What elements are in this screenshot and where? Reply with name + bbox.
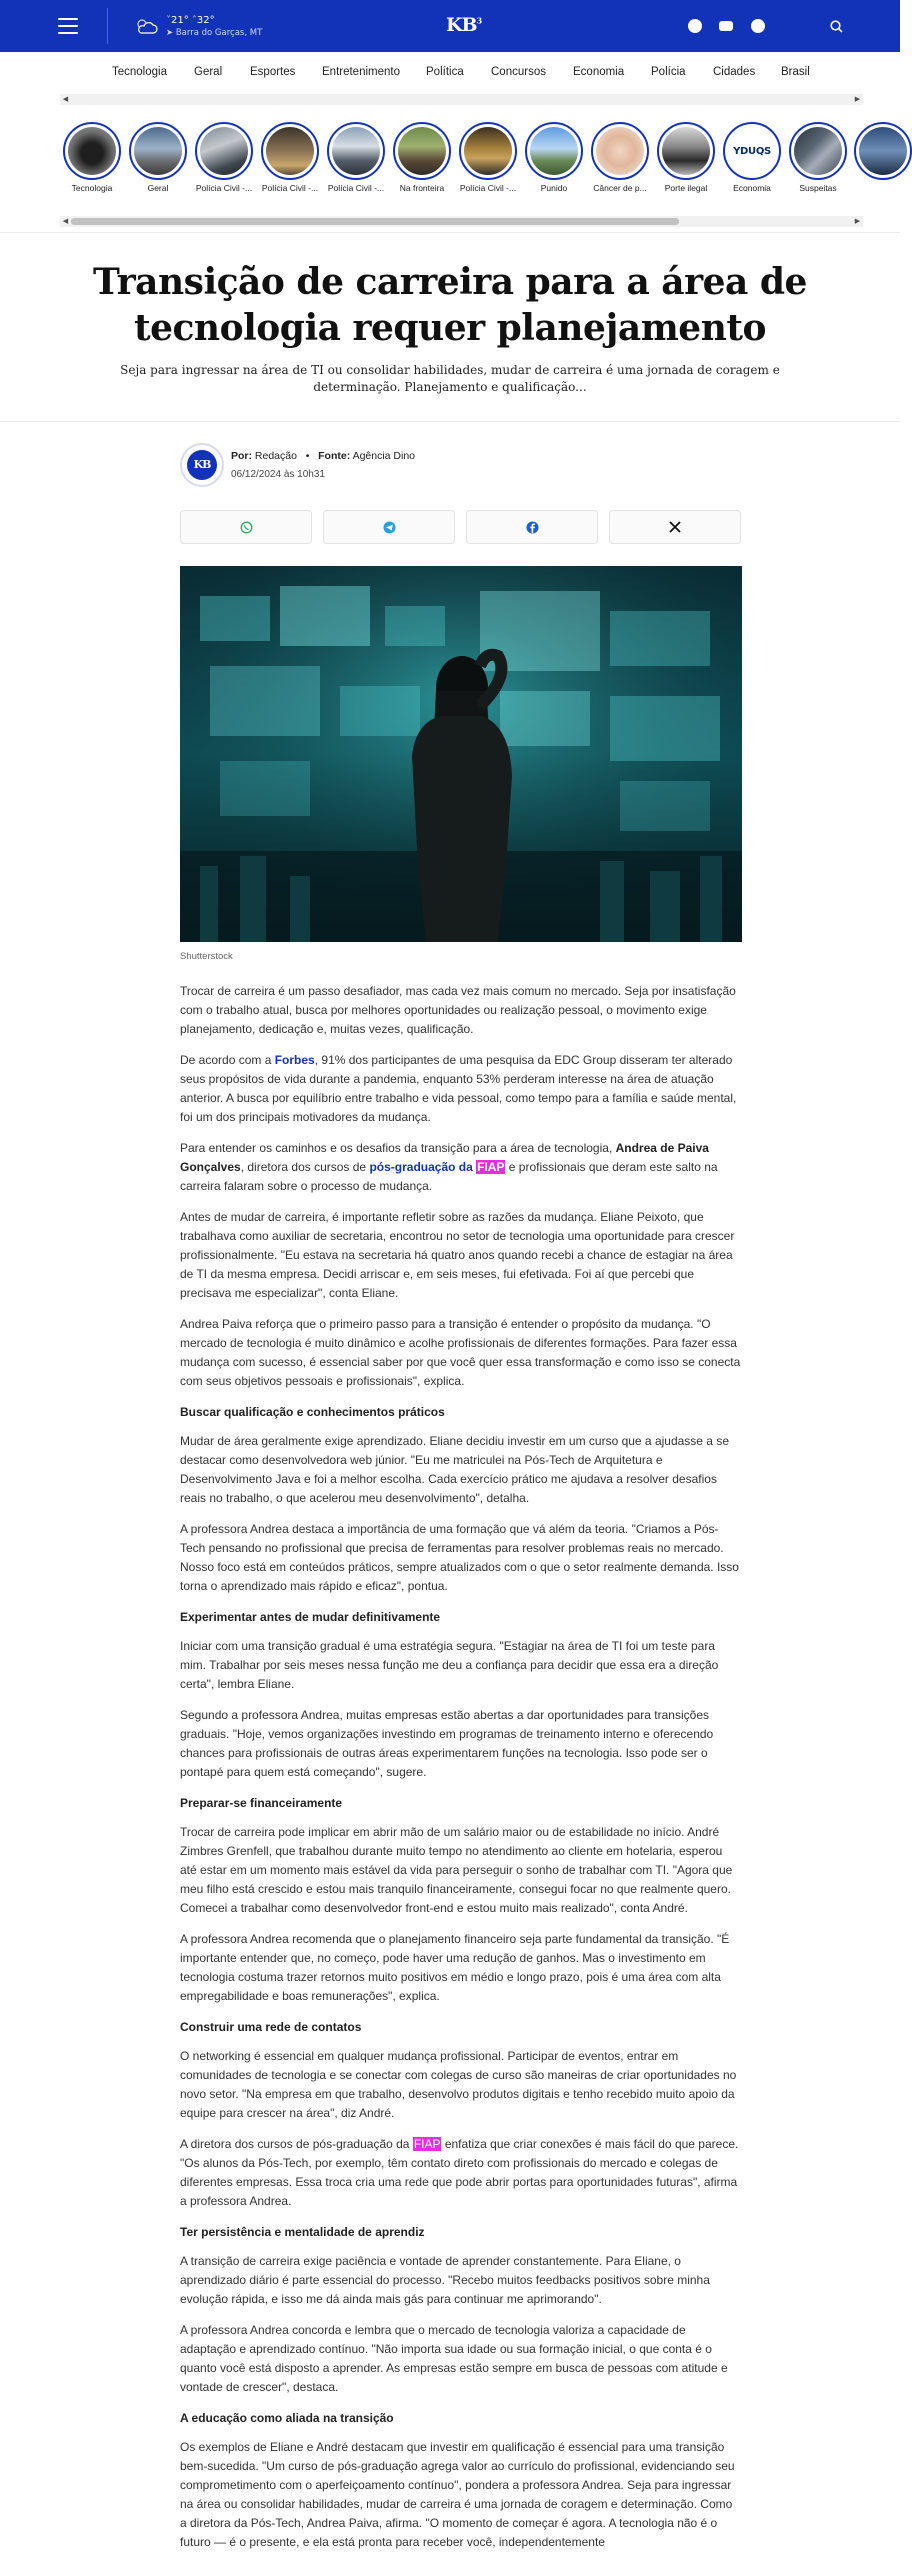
story-label: Polícia Civil -... <box>327 183 385 193</box>
section-divider <box>0 232 900 233</box>
category-nav <box>0 52 900 92</box>
story-label: Geral <box>147 183 169 193</box>
hamburger-menu-icon[interactable] <box>58 18 78 34</box>
paragraph: Mudar de área geralmente exige aprendizado. Eliane decidiu investir em um curso que a ajudasse a se destacar como desenvolvedora web júnior. "Eu me matriculei na Pós-Tech de Arquitetura e Desenvolvimento Java e foi a melhor escolha. Cada exercício prático me ajudava a resolver desafios reais no trabalho, o que acelerou meu desenvolvimento", detalha. <box>180 1434 729 1505</box>
weather-max: 21° <box>171 15 189 26</box>
image-credit: Shutterstock <box>180 951 233 962</box>
section-heading: Preparar-se financeiramente <box>180 1796 343 1810</box>
article-body <box>180 982 742 2564</box>
story-item[interactable] <box>854 122 900 180</box>
paragraph: O networking é essencial em qualquer mudança profissional. Participar de eventos, entrar em comunidades de tecnologia e se conectar com colegas de curso são maneiras de criar oportunidades no novo setor. "Na empresa em que trabalho, desenvolvo produtos digitais e tenho recebido muito apoio da equipe para crescer na área", diz André. <box>180 2049 737 2120</box>
paragraph: Iniciar com uma transição gradual é uma estratégia segura. "Estagiar na área de TI foi um teste para mim. Trabalhar por seis meses nessa função me deu a confiança para decidir que essa era a direção certa", lembra Eliane. <box>180 1639 719 1691</box>
telegram-icon <box>383 521 396 534</box>
section-heading: Buscar qualificação e conhecimentos práticos <box>180 1405 445 1419</box>
section-heading: Ter persistência e mentalidade de aprendiz <box>180 2225 425 2239</box>
paragraph: Trocar de carreira é um passo desafiador, mas cada vez mais comum no mercado. Seja por insatisfação com o trabalho atual, busca por melhores oportunidades ou realização pessoal, o movimento exige planejamento, dedicação e, muitas vezes, qualificação. <box>180 984 736 1036</box>
nav-item-entretenimento[interactable]: Entretenimento <box>322 66 400 78</box>
scroll-left-arrow-icon[interactable]: ◀ <box>62 96 69 103</box>
article-title: Transição de carreira para a área de tecnologia requer planejamento <box>93 261 807 349</box>
story-item[interactable] <box>458 122 518 193</box>
story-label: Polícia Civil -... <box>459 183 517 193</box>
story-label: Polícia Civil -... <box>195 183 253 193</box>
paragraph <box>180 1139 742 1196</box>
story-label: Economia <box>733 183 771 193</box>
section-heading: Construir uma rede de contatos <box>180 2020 362 2034</box>
text: De acordo com a <box>180 1053 275 1067</box>
story-item[interactable] <box>326 122 386 193</box>
story-item[interactable] <box>788 122 848 193</box>
story-label: Punido <box>540 183 568 193</box>
share-whatsapp-button[interactable] <box>180 510 312 544</box>
youtube-icon[interactable] <box>719 21 733 31</box>
logo-sup: 3 <box>476 15 483 26</box>
yduqs-logo: YDUQS <box>733 145 771 157</box>
scrollbar-thumb[interactable] <box>71 218 679 225</box>
top-header <box>0 0 900 52</box>
share-telegram-button[interactable] <box>323 510 455 544</box>
search-icon[interactable] <box>830 20 843 33</box>
story-item[interactable] <box>392 122 452 193</box>
author-name: Redação <box>254 450 297 462</box>
paragraph <box>180 1051 742 1127</box>
stories-scrollbar[interactable] <box>60 216 863 227</box>
facebook-icon <box>526 521 539 534</box>
nav-item-politica[interactable]: Política <box>426 66 464 78</box>
site-logo[interactable] <box>446 14 482 36</box>
story-item[interactable] <box>656 122 716 193</box>
nav-item-economia[interactable]: Economia <box>573 66 625 78</box>
paragraph: A professora Andrea concorda e lembra que o mercado de tecnologia valoriza a capacidade de adaptação e aprendizado contínuo. "Não importa sua idade ou sua formação inicial, o que conta é o quanto você está disposto a aprender. As empresas estão sempre em busca de pessoas com atitude e vontade de crescer", destaca. <box>180 2323 728 2394</box>
paragraph: Segundo a professora Andrea, muitas empresas estão abertas a dar oportunidades para transições graduais. "Hoje, vemos organizações investindo em programas de treinamento interno e oferecendo chances para profissionais de outras áreas experimentarem funções na tecnologia. Isso pode ser o pontapé para quem está começando", sugere. <box>180 1708 714 1779</box>
nav-item-cidades[interactable]: Cidades <box>713 66 756 78</box>
text: e profissionais que deram este salto na carreira falaram sobre o processo de mudança. <box>180 1160 718 1193</box>
weather-temperatures: ˅21° ˄32° <box>166 15 215 26</box>
weather-city-label: Barra do Garças, MT <box>175 28 263 38</box>
article-hero-image <box>180 566 742 942</box>
forbes-link[interactable]: Forbes <box>274 1053 315 1067</box>
scroll-right-arrow-icon[interactable]: ▶ <box>854 96 861 103</box>
story-label: Na fronteira <box>399 183 445 193</box>
category-scrollbar[interactable] <box>60 94 863 105</box>
nav-item-brasil[interactable]: Brasil <box>781 66 810 78</box>
story-item[interactable] <box>260 122 320 193</box>
cloud-sun-icon <box>134 17 158 35</box>
paragraph: A transição de carreira exige paciência e vontade de aprender constantemente. Para Eliane, o aprendizado diário é parte essencial do processo. "Recebo muitos feedbacks positivos sobre minha evolução rápida, e isso me dá ainda mais gás para continuar me aprimorando". <box>180 2254 710 2306</box>
text: Para entender os caminhos e os desafios da transição para a área de tecnologia, <box>180 1141 616 1155</box>
section-heading: A educação como aliada na transição <box>180 2411 394 2425</box>
link-text: pós-graduação da <box>369 1160 477 1174</box>
share-x-button[interactable] <box>609 510 741 544</box>
nav-item-geral[interactable]: Geral <box>194 66 223 78</box>
section-divider <box>0 421 900 422</box>
x-icon <box>669 521 681 533</box>
paragraph: A professora Andrea destaca a importância de uma formação que vá além da teoria. "Criamos a Pós-Tech pensando no profissional que precisa de ferramentas para resolver problemas reais no mercado. Nosso foco está em conteúdos práticos, sempre atualizados com o que o setor realmente demanda. Isso torna o aprendizado mais rápido e eficaz", pontua. <box>180 1522 739 1593</box>
paragraph: Trocar de carreira pode implicar em abrir mão de um salário maior ou de estabilidade no início. André Zimbres Grenfell, que trabalhou durante muito tempo no atendimento ao cliente em hotelaria, esperou até estar em um momento mais estável da vida para perseguir o sonho de trabalhar com TI. "Agora que meu filho está crescido e estou mais tranquilo financeiramente, consegui focar no que realmente quero. Comecei a trabalhar como desenvolvedor front-end e estou muito mais realizado", conta André. <box>180 1825 733 1915</box>
whatsapp-icon[interactable] <box>751 19 765 33</box>
story-item[interactable] <box>194 122 254 193</box>
author-avatar <box>180 443 224 487</box>
weather-min: 32° <box>196 15 215 26</box>
story-label: Câncer de p... <box>593 183 647 193</box>
scroll-right-arrow-icon[interactable]: ▶ <box>854 218 861 225</box>
story-item[interactable] <box>524 122 584 193</box>
article-date: 06/12/2024 às 10h31 <box>231 469 325 480</box>
paragraph: Os exemplos de Eliane e André destacam que investir em qualificação é essencial para uma transição bem-sucedida. "Um curso de pós-graduação agrega valor ao currículo do profissional, evidenciando seu comprometimento com o aperfeiçoamento contínuo", pondera a professora Andrea. Seja para ingressar na área ou consolidar habilidades, mudar de carreira é uma jornada de coragem e determinação. Como a diretora da Pós-Tech, Andrea Paiva, afirma. "O momento de começar é agora. A tecnologia não é o futuro — é o presente, e ela está pronta para receber você, independentemente <box>180 2440 735 2549</box>
whatsapp-icon <box>240 521 253 534</box>
story-item[interactable] <box>62 122 122 193</box>
bold-name: Andrea de Paiva Gonçalves <box>180 1141 709 1174</box>
source-name: Agência Dino <box>352 450 416 462</box>
weather-city: ➤ Barra do Garças, MT <box>166 28 263 38</box>
story-item[interactable] <box>722 122 782 193</box>
text: A diretora dos cursos de pós-graduação da <box>180 2137 413 2151</box>
header-divider <box>107 8 108 44</box>
story-label: Polícia Civil -... <box>261 183 319 193</box>
text: enfatiza que criar conexões é mais fácil do que parece. "Os alunos da Pós-Tech, por exemplo, têm contato direto com profissionais do mercado e colegas de diferentes empresas. Essa troca cria uma rede que pode abrir portas para oportunidades futuras", afirma a professora Andrea. <box>180 2137 739 2208</box>
author-prefix: Por: <box>231 450 252 462</box>
paragraph <box>180 2135 742 2211</box>
text: , diretora dos cursos de <box>240 1160 370 1174</box>
avatar-logo: KB <box>187 450 217 480</box>
paragraph: Antes de mudar de carreira, é importante refletir sobre as razões da mudança. Eliane Peixoto, que trabalhava como auxiliar de secretaria, encontrou no setor de tecnologia uma oportunidade para crescer profissionalmente. "Eu estava na secretaria há quatro anos quando recebi a chance de estagiar na área de TI da mesma empresa. Decidi arriscar e, em seis meses, fui efetivada. Foi aí que percebi que precisava me especializar", conta Eliane. <box>180 1210 735 1300</box>
scroll-left-arrow-icon[interactable]: ◀ <box>62 218 69 225</box>
paragraph: A professora Andrea recomenda que o planejamento financeiro seja parte fundamental da transição. "É importante entender que, no começo, pode haver uma redução de ganhos. Mas o investimento em tecnologia costuma trazer retornos muito positivos em médio e longo prazo, pois é uma área com alta empregabilidade e boas remunerações", explica. <box>180 1932 730 2003</box>
story-label: Suspeitas <box>799 183 837 193</box>
nav-item-concursos[interactable]: Concursos <box>491 66 546 78</box>
share-facebook-button[interactable] <box>466 510 598 544</box>
article-subtitle: Seja para ingressar na área de TI ou consolidar habilidades, mudar de carreira é uma jornada de coragem e determinação. Planejamento e qualificação... <box>120 363 780 394</box>
nav-item-policia[interactable]: Polícia <box>651 66 686 78</box>
pos-graduacao-link[interactable] <box>369 1160 505 1174</box>
fiap-highlight: FIAP <box>477 1160 505 1174</box>
article-byline: Por: Redação • Fonte: Agência Dino <box>231 450 416 462</box>
story-label: Tecnologia <box>71 183 113 193</box>
nav-item-tecnologia[interactable]: Tecnologia <box>112 66 167 78</box>
text: , 91% dos participantes de uma pesquisa da EDC Group disseram ter alterado seus propósitos de vida durante a pandemia, enquanto 53% perderam interesse na área de atuação anterior. A busca por equilíbrio entre trabalho e vida pessoal, como tempo para a família e saúde mental, foi um dos principais motivadores da mudança. <box>180 1053 737 1124</box>
story-item[interactable] <box>128 122 188 193</box>
source-prefix: Fonte: <box>318 450 351 462</box>
story-label: Porte ilegal <box>664 183 708 193</box>
story-item[interactable] <box>590 122 650 193</box>
nav-item-esportes[interactable]: Esportes <box>250 66 296 78</box>
logo-text: KB <box>446 14 477 36</box>
paragraph: Andrea Paiva reforça que o primeiro passo para a transição é entender o propósito da mudança. "O mercado de tecnologia é muito dinâmico e acolhe profissionais de diferentes formações. Para fazer essa mudança com sucesso, é essencial saber por que você quer essa transformação e como isso se conecta com seus objetivos pessoais e profissionais", explica. <box>180 1317 741 1388</box>
fiap-highlight: FIAP <box>413 2137 441 2151</box>
section-heading: Experimentar antes de mudar definitivamente <box>180 1610 441 1624</box>
facebook-icon[interactable] <box>688 19 702 33</box>
